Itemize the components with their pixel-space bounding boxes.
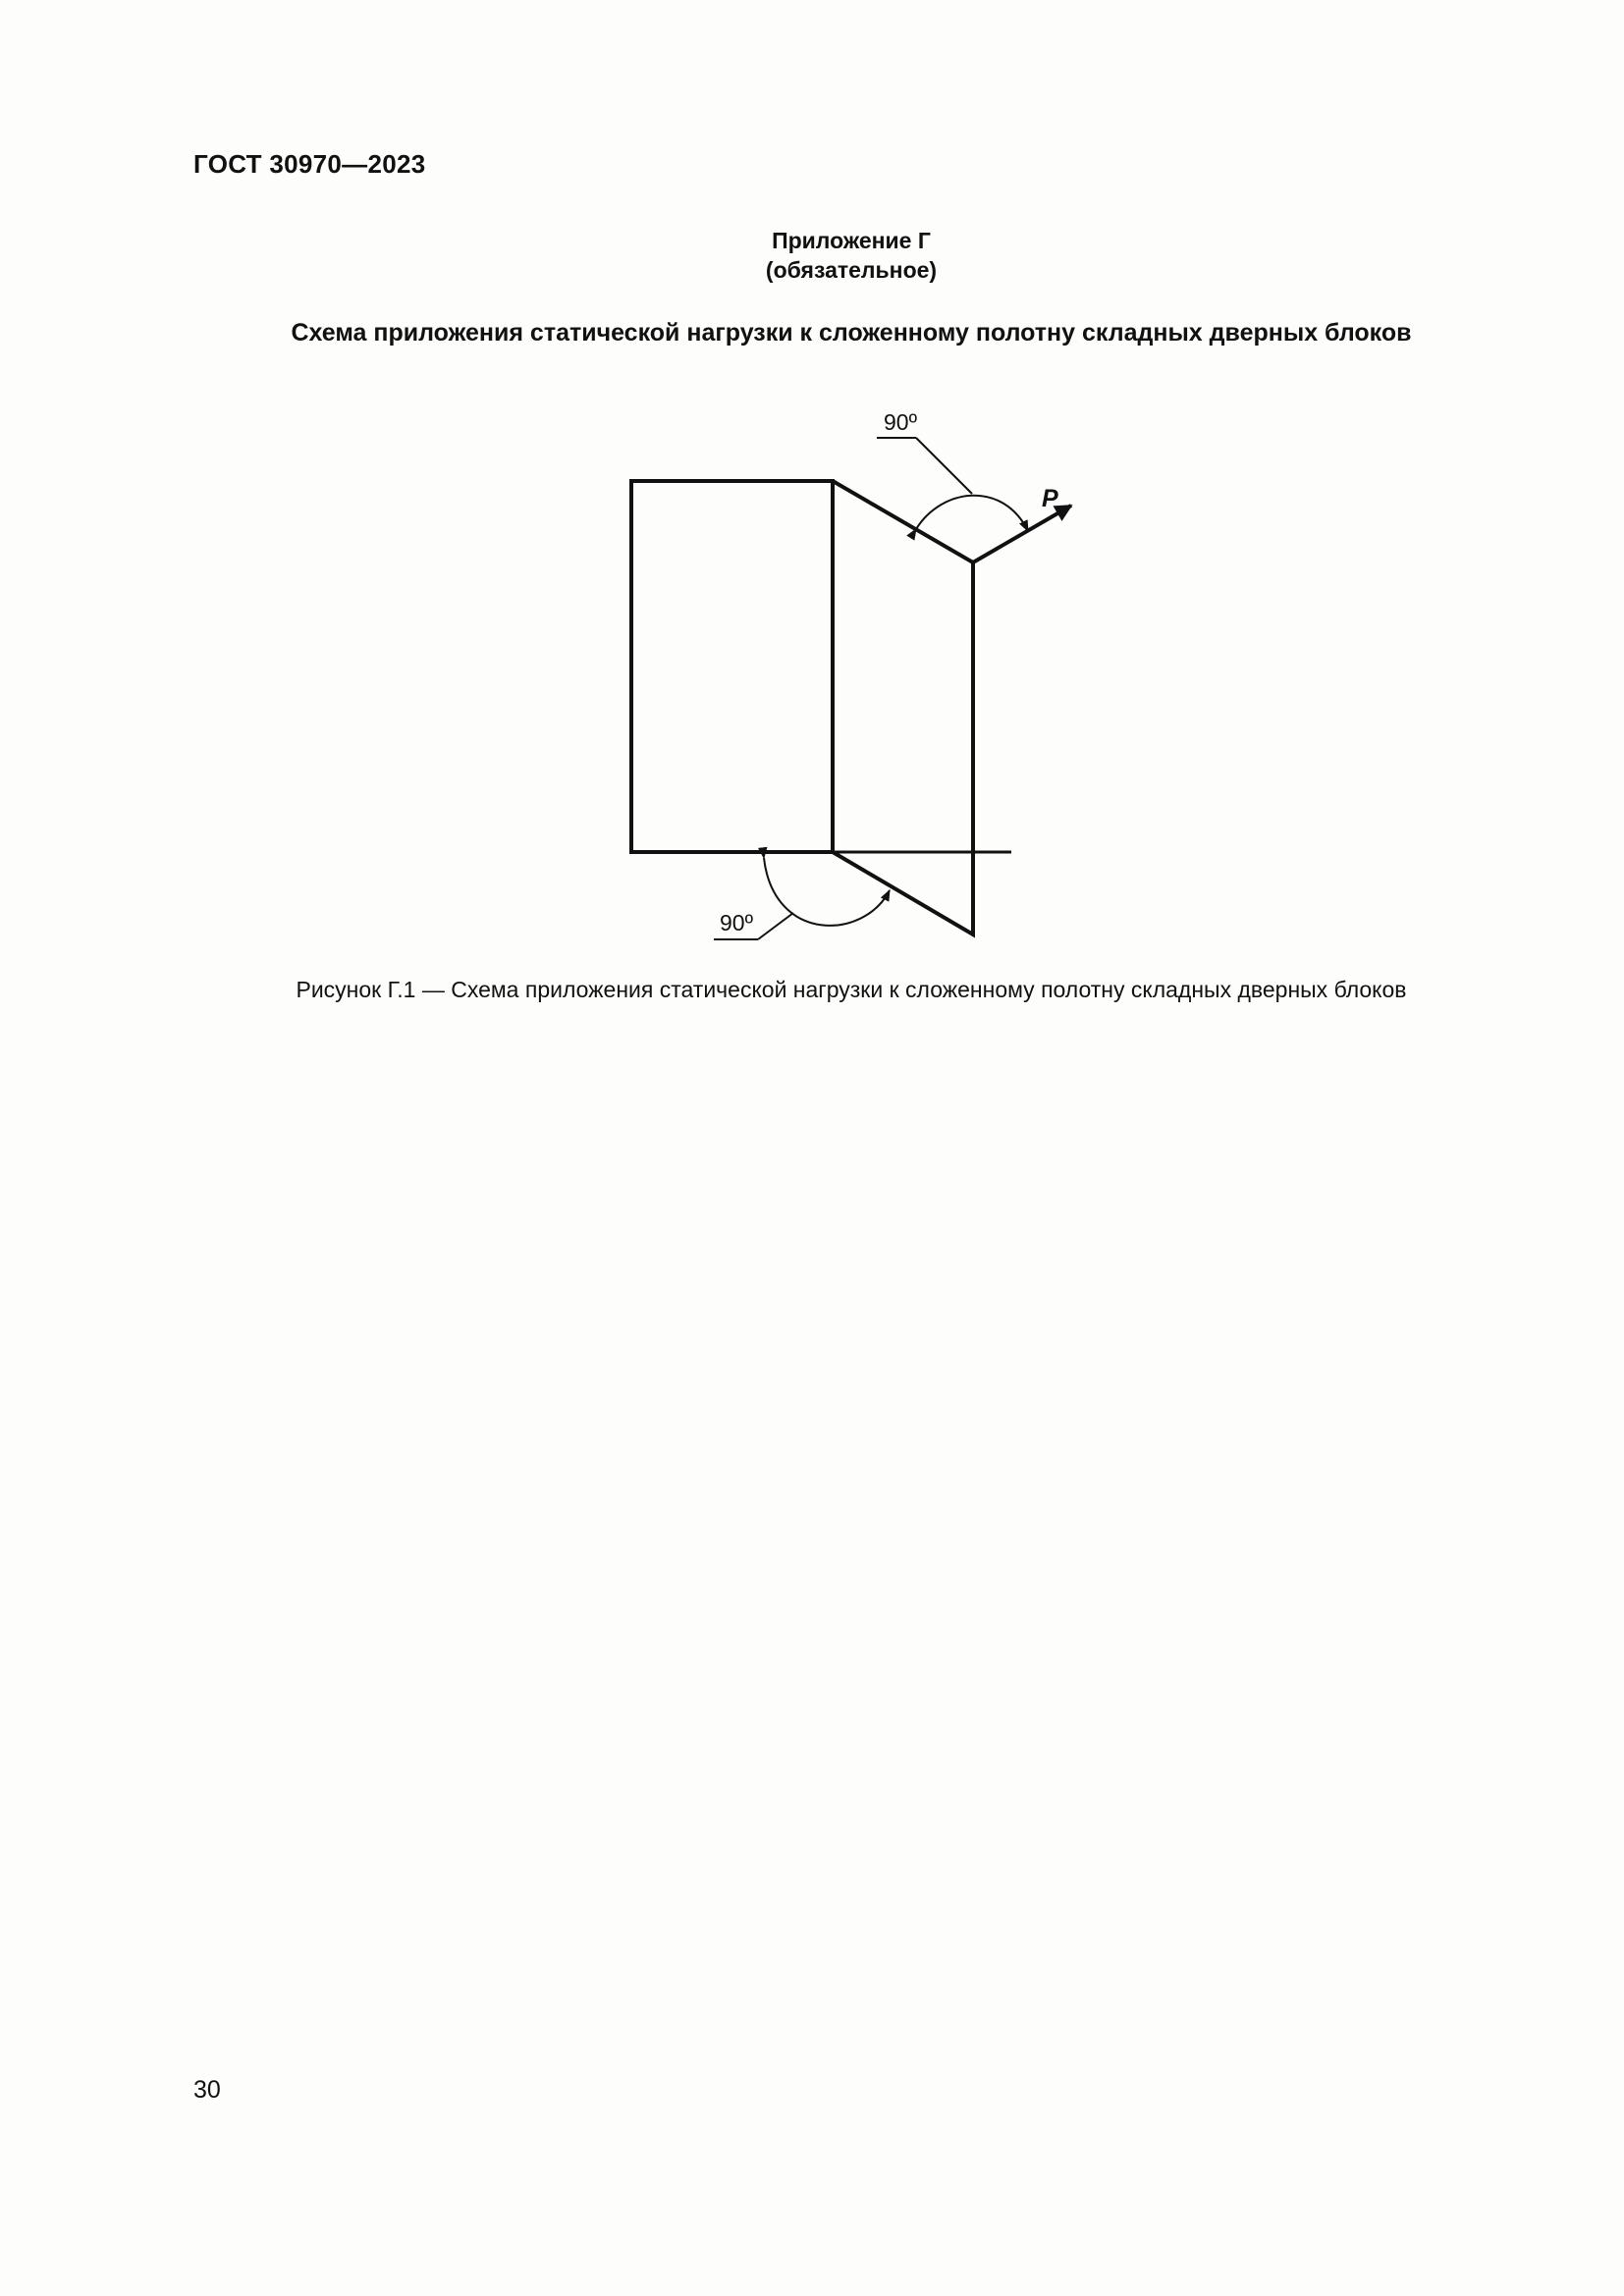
- angle-leader-bottom: [758, 913, 793, 939]
- angle-arc-bottom: [764, 858, 890, 926]
- fixed-door-leaf: [631, 481, 833, 852]
- page-number: 30: [193, 2076, 221, 2104]
- figure-caption: Рисунок Г.1 — Схема приложения статической нагрузки к сложенному полотну складных дверных блоков: [296, 977, 1407, 1002]
- angle-leader-top: [916, 438, 972, 494]
- angle-label-top: 90º: [884, 409, 917, 435]
- load-arrow: [973, 506, 1071, 562]
- load-label: P: [1042, 485, 1058, 512]
- annex-status: (обязательное): [765, 257, 938, 283]
- folded-door-leaf: [833, 481, 973, 934]
- annex-label: Приложение Г: [772, 228, 931, 253]
- standard-code: ГОСТ 30970—2023: [193, 149, 426, 179]
- angle-arc-top: [916, 496, 1028, 531]
- annex-title: Схема приложения статической нагрузки к сложенному полотну складных дверных блоков: [291, 319, 1412, 347]
- load-scheme-figure: [0, 0, 1624, 982]
- angle-label-bottom: 90º: [720, 910, 753, 935]
